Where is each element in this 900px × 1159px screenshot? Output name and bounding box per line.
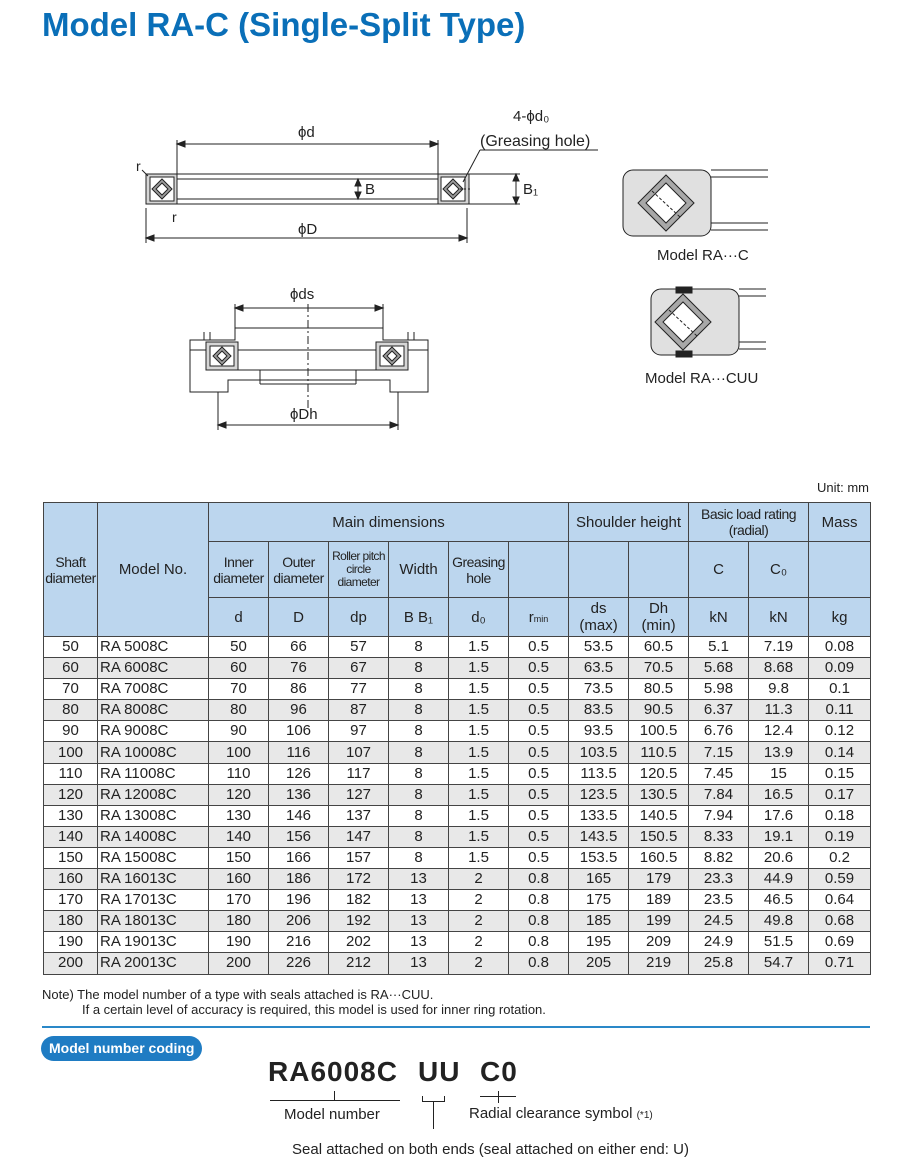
model-cell: RA 17013C <box>98 890 209 911</box>
model-cell: RA 14008C <box>98 826 209 847</box>
table-cell: 127 <box>329 784 389 805</box>
table-cell: 186 <box>269 869 329 890</box>
table-cell: 113.5 <box>569 763 629 784</box>
table-cell: 8 <box>389 658 449 679</box>
table-cell: 70 <box>209 679 269 700</box>
table-cell: 8 <box>389 763 449 784</box>
table-cell: 16.5 <box>749 784 809 805</box>
table-cell: 2 <box>449 953 509 974</box>
leader-seal-down <box>433 1101 434 1129</box>
table-cell: 200 <box>209 953 269 974</box>
table-row <box>44 721 871 742</box>
table-cell: 190 <box>209 932 269 953</box>
table-cell: 120 <box>209 784 269 805</box>
phi-d-label: ϕd <box>298 124 315 141</box>
table-cell: 1.5 <box>449 847 509 868</box>
model-cell: RA 8008C <box>98 700 209 721</box>
header-main: Main dimensions <box>209 503 569 542</box>
table-cell: 170 <box>209 890 269 911</box>
table-cell: 0.17 <box>809 784 871 805</box>
table-cell: 6.37 <box>689 700 749 721</box>
table-cell: 160 <box>44 869 98 890</box>
page-title: Model RA-C (Single-Split Type) <box>42 6 526 43</box>
table-cell: 1.5 <box>449 763 509 784</box>
table-cell: 8 <box>389 700 449 721</box>
table-cell: 67 <box>329 658 389 679</box>
table-row <box>44 784 871 805</box>
table-cell: 96 <box>269 700 329 721</box>
table-cell: 150.5 <box>629 826 689 847</box>
phi-D-label: ϕD <box>298 221 318 238</box>
table-cell: 12.4 <box>749 721 809 742</box>
header-outer: Outer diameter <box>269 542 329 598</box>
table-cell: 0.8 <box>509 890 569 911</box>
table-cell: 180 <box>209 911 269 932</box>
label-seal: Seal attached on both ends (seal attached on either end: U) <box>292 1141 689 1158</box>
model-racuu-detail <box>618 284 788 389</box>
table-cell: 8 <box>389 742 449 763</box>
table-cell: 8.68 <box>749 658 809 679</box>
table-cell: 8 <box>389 847 449 868</box>
table-cell: 51.5 <box>749 932 809 953</box>
table-cell: 140.5 <box>629 805 689 826</box>
label-radial-clearance <box>469 1105 653 1122</box>
table-cell: 0.5 <box>509 826 569 847</box>
sub-dh-min: (min) <box>641 617 676 634</box>
table-cell: 175 <box>569 890 629 911</box>
table-cell: 73.5 <box>569 679 629 700</box>
table-cell: 110 <box>44 763 98 784</box>
table-row <box>44 932 871 953</box>
table-cell: 19.1 <box>749 826 809 847</box>
table-cell: 166 <box>269 847 329 868</box>
table-cell: 5.68 <box>689 658 749 679</box>
table-cell: 106 <box>269 721 329 742</box>
table-cell: 120 <box>44 784 98 805</box>
table-cell: 44.9 <box>749 869 809 890</box>
table-cell: 0.5 <box>509 721 569 742</box>
table-cell: 17.6 <box>749 805 809 826</box>
table-cell: 0.08 <box>809 637 871 658</box>
table-cell: 13 <box>389 869 449 890</box>
spec-table <box>43 502 871 975</box>
table-row <box>44 953 871 974</box>
table-cell: 200 <box>44 953 98 974</box>
greasing-hole-label: (Greasing hole) <box>480 133 591 150</box>
table-cell: 8 <box>389 637 449 658</box>
table-cell: 140 <box>209 826 269 847</box>
table-cell: 60.5 <box>629 637 689 658</box>
leader-clearance-h <box>480 1096 516 1097</box>
table-cell: 87 <box>329 700 389 721</box>
header-c: C <box>689 542 749 598</box>
table-cell: 5.1 <box>689 637 749 658</box>
table-cell: 77 <box>329 679 389 700</box>
table-cell: 24.9 <box>689 932 749 953</box>
table-cell: 0.12 <box>809 721 871 742</box>
header-load: Basic load rating (radial) <box>689 503 809 542</box>
table-cell: 80 <box>209 700 269 721</box>
table-cell: 25.8 <box>689 953 749 974</box>
leader-clearance-v <box>498 1091 499 1103</box>
r-label-bottom: r <box>172 209 177 225</box>
sub-kn-c0: kN <box>749 598 809 637</box>
table-cell: 165 <box>569 869 629 890</box>
table-cell: 150 <box>209 847 269 868</box>
table-cell: 1.5 <box>449 742 509 763</box>
table-cell: 23.3 <box>689 869 749 890</box>
table-cell: 0.5 <box>509 679 569 700</box>
table-cell: 130 <box>209 805 269 826</box>
table-cell: 80.5 <box>629 679 689 700</box>
table-cell: 160.5 <box>629 847 689 868</box>
table-cell: 100.5 <box>629 721 689 742</box>
table-cell: 9.8 <box>749 679 809 700</box>
table-cell: 97 <box>329 721 389 742</box>
table-cell: 8 <box>389 805 449 826</box>
table-cell: 13.9 <box>749 742 809 763</box>
table-cell: 130 <box>44 805 98 826</box>
header-dh-blank <box>629 542 689 598</box>
table-cell: 0.18 <box>809 805 871 826</box>
table-cell: 2 <box>449 911 509 932</box>
header-model: Model No. <box>98 503 209 637</box>
table-cell: 205 <box>569 953 629 974</box>
table-row <box>44 658 871 679</box>
table-cell: 153.5 <box>569 847 629 868</box>
header-shaft: Shaft diameter <box>44 503 98 637</box>
table-cell: 0.5 <box>509 658 569 679</box>
model-cell: RA 6008C <box>98 658 209 679</box>
table-cell: 2 <box>449 890 509 911</box>
table-cell: 0.14 <box>809 742 871 763</box>
table-cell: 147 <box>329 826 389 847</box>
model-cell: RA 20013C <box>98 953 209 974</box>
table-cell: 196 <box>269 890 329 911</box>
table-cell: 136 <box>269 784 329 805</box>
table-cell: 6.76 <box>689 721 749 742</box>
table-cell: 7.19 <box>749 637 809 658</box>
sub-kg: kg <box>809 598 871 637</box>
table-cell: 0.8 <box>509 869 569 890</box>
table-cell: 206 <box>269 911 329 932</box>
model-cell: RA 10008C <box>98 742 209 763</box>
table-cell: 116 <box>269 742 329 763</box>
table-cell: 90 <box>209 721 269 742</box>
sub-dh <box>629 598 689 637</box>
table-cell: 80 <box>44 700 98 721</box>
table-cell: 120.5 <box>629 763 689 784</box>
table-cell: 66 <box>269 637 329 658</box>
table-cell: 202 <box>329 932 389 953</box>
table-cell: 2 <box>449 932 509 953</box>
table-cell: 180 <box>44 911 98 932</box>
table-cell: 0.8 <box>509 911 569 932</box>
table-row <box>44 637 871 658</box>
table-cell: 0.5 <box>509 805 569 826</box>
table-cell: 107 <box>329 742 389 763</box>
table-cell: 2 <box>449 869 509 890</box>
table-cell: 50 <box>44 637 98 658</box>
table-cell: 90.5 <box>629 700 689 721</box>
sub-b: B B₁ <box>389 598 449 637</box>
label-radial-note: (*1) <box>636 1110 653 1121</box>
header-inner: Inner diameter <box>209 542 269 598</box>
sub-d0: d₀ <box>449 598 509 637</box>
table-cell: 143.5 <box>569 826 629 847</box>
b1-label: B₁ <box>523 181 539 198</box>
table-cell: 0.8 <box>509 953 569 974</box>
table-cell: 195 <box>569 932 629 953</box>
header-mass: Mass <box>809 503 871 542</box>
table-cell: 0.19 <box>809 826 871 847</box>
header-width: Width <box>389 542 449 598</box>
table-cell: 117 <box>329 763 389 784</box>
sub-rmin <box>509 598 569 637</box>
table-cell: 46.5 <box>749 890 809 911</box>
table-cell: 0.5 <box>509 637 569 658</box>
table-cell: 1.5 <box>449 658 509 679</box>
table-cell: 0.11 <box>809 700 871 721</box>
model-racuu-label: Model RA···CUU <box>645 370 759 387</box>
sub-dh-main: Dh <box>648 600 669 617</box>
table-cell: 1.5 <box>449 637 509 658</box>
table-cell: 86 <box>269 679 329 700</box>
table-cell: 0.2 <box>809 847 871 868</box>
table-cell: 93.5 <box>569 721 629 742</box>
table-cell: 192 <box>329 911 389 932</box>
table-cell: 216 <box>269 932 329 953</box>
table-cell: 13 <box>389 953 449 974</box>
table-cell: 1.5 <box>449 805 509 826</box>
code-clearance-part: C0 <box>480 1056 518 1087</box>
header-c0: C₀ <box>749 542 809 598</box>
table-cell: 54.7 <box>749 953 809 974</box>
table-cell: 199 <box>629 911 689 932</box>
table-cell: 13 <box>389 890 449 911</box>
greasing-count-label: 4-ϕd₀ <box>513 108 550 125</box>
bearing-section-drawing <box>120 100 620 250</box>
table-cell: 172 <box>329 869 389 890</box>
table-cell: 8 <box>389 721 449 742</box>
table-cell: 1.5 <box>449 679 509 700</box>
header-grease: Greasing hole <box>449 542 509 598</box>
table-cell: 63.5 <box>569 658 629 679</box>
model-cell: RA 11008C <box>98 763 209 784</box>
table-cell: 83.5 <box>569 700 629 721</box>
table-cell: 7.45 <box>689 763 749 784</box>
table-cell: 70.5 <box>629 658 689 679</box>
table-cell: 160 <box>209 869 269 890</box>
table-cell: 0.59 <box>809 869 871 890</box>
table-cell: 8.82 <box>689 847 749 868</box>
table-cell: 182 <box>329 890 389 911</box>
label-radial-text: Radial clearance symbol <box>469 1105 633 1122</box>
table-cell: 212 <box>329 953 389 974</box>
table-cell: 24.5 <box>689 911 749 932</box>
table-cell: 49.8 <box>749 911 809 932</box>
table-cell: 123.5 <box>569 784 629 805</box>
table-cell: 1.5 <box>449 784 509 805</box>
table-cell: 110 <box>209 763 269 784</box>
table-cell: 103.5 <box>569 742 629 763</box>
table-cell: 0.5 <box>509 742 569 763</box>
header-mass-blank <box>809 542 871 598</box>
phi-dh-label: ϕDh <box>290 406 318 423</box>
sub-D: D <box>269 598 329 637</box>
table-row <box>44 847 871 868</box>
label-model-number: Model number <box>284 1106 380 1123</box>
table-cell: 13 <box>389 932 449 953</box>
table-cell: 209 <box>629 932 689 953</box>
sub-dp: dp <box>329 598 389 637</box>
table-cell: 20.6 <box>749 847 809 868</box>
sub-ds <box>569 598 629 637</box>
table-cell: 226 <box>269 953 329 974</box>
table-cell: 156 <box>269 826 329 847</box>
spec-table-body <box>44 637 871 975</box>
table-cell: 146 <box>269 805 329 826</box>
table-cell: 11.3 <box>749 700 809 721</box>
table-cell: 15 <box>749 763 809 784</box>
model-cell: RA 19013C <box>98 932 209 953</box>
unit-label: Unit: mm <box>817 480 869 495</box>
table-cell: 179 <box>629 869 689 890</box>
table-row <box>44 890 871 911</box>
sub-ds-max: (max) <box>579 617 618 634</box>
table-cell: 7.15 <box>689 742 749 763</box>
table-cell: 50 <box>209 637 269 658</box>
table-cell: 60 <box>209 658 269 679</box>
table-cell: 100 <box>44 742 98 763</box>
sub-kn-c: kN <box>689 598 749 637</box>
table-row <box>44 679 871 700</box>
table-cell: 133.5 <box>569 805 629 826</box>
table-cell: 0.5 <box>509 763 569 784</box>
note-line-1: Note) The model number of a type with seals attached is RA···CUU. <box>42 987 434 1002</box>
table-cell: 8 <box>389 679 449 700</box>
table-cell: 185 <box>569 911 629 932</box>
table-cell: 170 <box>44 890 98 911</box>
table-cell: 189 <box>629 890 689 911</box>
table-cell: 7.94 <box>689 805 749 826</box>
model-cell: RA 18013C <box>98 911 209 932</box>
sub-rmin-sub: min <box>533 613 549 624</box>
table-cell: 5.98 <box>689 679 749 700</box>
table-cell: 0.09 <box>809 658 871 679</box>
leader-model-h <box>270 1100 400 1101</box>
table-cell: 57 <box>329 637 389 658</box>
table-cell: 0.8 <box>509 932 569 953</box>
r-label-top: r <box>136 158 141 174</box>
table-cell: 8 <box>389 826 449 847</box>
model-coding-badge: Model number coding <box>41 1036 202 1061</box>
table-cell: 8.33 <box>689 826 749 847</box>
header-pitch: Roller pitch circle diameter <box>329 542 389 598</box>
model-cell: RA 13008C <box>98 805 209 826</box>
table-cell: 137 <box>329 805 389 826</box>
table-cell: 1.5 <box>449 721 509 742</box>
table-cell: 150 <box>44 847 98 868</box>
table-cell: 157 <box>329 847 389 868</box>
sub-rmin-main: r <box>528 608 534 626</box>
code-seal-part: UU <box>418 1056 461 1087</box>
table-cell: 0.64 <box>809 890 871 911</box>
header-ds-blank <box>569 542 629 598</box>
sub-ds-main: ds <box>590 600 607 617</box>
table-cell: 0.15 <box>809 763 871 784</box>
table-row <box>44 826 871 847</box>
table-cell: 140 <box>44 826 98 847</box>
b-label: B <box>365 181 376 198</box>
model-cell: RA 7008C <box>98 679 209 700</box>
table-cell: 0.5 <box>509 700 569 721</box>
table-cell: 190 <box>44 932 98 953</box>
table-cell: 1.5 <box>449 826 509 847</box>
model-cell: RA 5008C <box>98 637 209 658</box>
table-cell: 1.5 <box>449 700 509 721</box>
model-cell: RA 16013C <box>98 869 209 890</box>
table-row <box>44 869 871 890</box>
model-rac-label: Model RA···C <box>657 247 749 264</box>
model-cell: RA 9008C <box>98 721 209 742</box>
model-cell: RA 12008C <box>98 784 209 805</box>
table-cell: 13 <box>389 911 449 932</box>
table-cell: 60 <box>44 658 98 679</box>
header-shoulder: Shoulder height <box>569 503 689 542</box>
table-cell: 100 <box>209 742 269 763</box>
table-cell: 23.5 <box>689 890 749 911</box>
header-rmin-blank <box>509 542 569 598</box>
note-line-2: If a certain level of accuracy is required, this model is used for inner ring rotation. <box>82 1002 546 1017</box>
table-cell: 70 <box>44 679 98 700</box>
model-rac-detail <box>618 163 778 268</box>
table-cell: 53.5 <box>569 637 629 658</box>
table-cell: 130.5 <box>629 784 689 805</box>
table-row <box>44 742 871 763</box>
phi-ds-label: ϕds <box>290 286 315 303</box>
table-cell: 126 <box>269 763 329 784</box>
table-cell: 219 <box>629 953 689 974</box>
table-cell: 0.5 <box>509 784 569 805</box>
table-row <box>44 763 871 784</box>
table-cell: 7.84 <box>689 784 749 805</box>
table-row <box>44 911 871 932</box>
table-cell: 76 <box>269 658 329 679</box>
sub-d: d <box>209 598 269 637</box>
section-divider <box>42 1026 870 1028</box>
table-cell: 90 <box>44 721 98 742</box>
table-cell: 0.71 <box>809 953 871 974</box>
code-model-part: RA6008C <box>268 1056 398 1087</box>
table-cell: 0.69 <box>809 932 871 953</box>
table-cell: 0.5 <box>509 847 569 868</box>
table-cell: 0.1 <box>809 679 871 700</box>
model-cell: RA 15008C <box>98 847 209 868</box>
housing-mount-drawing <box>180 280 440 440</box>
table-cell: 8 <box>389 784 449 805</box>
table-cell: 0.68 <box>809 911 871 932</box>
table-row <box>44 700 871 721</box>
table-cell: 110.5 <box>629 742 689 763</box>
table-row <box>44 805 871 826</box>
